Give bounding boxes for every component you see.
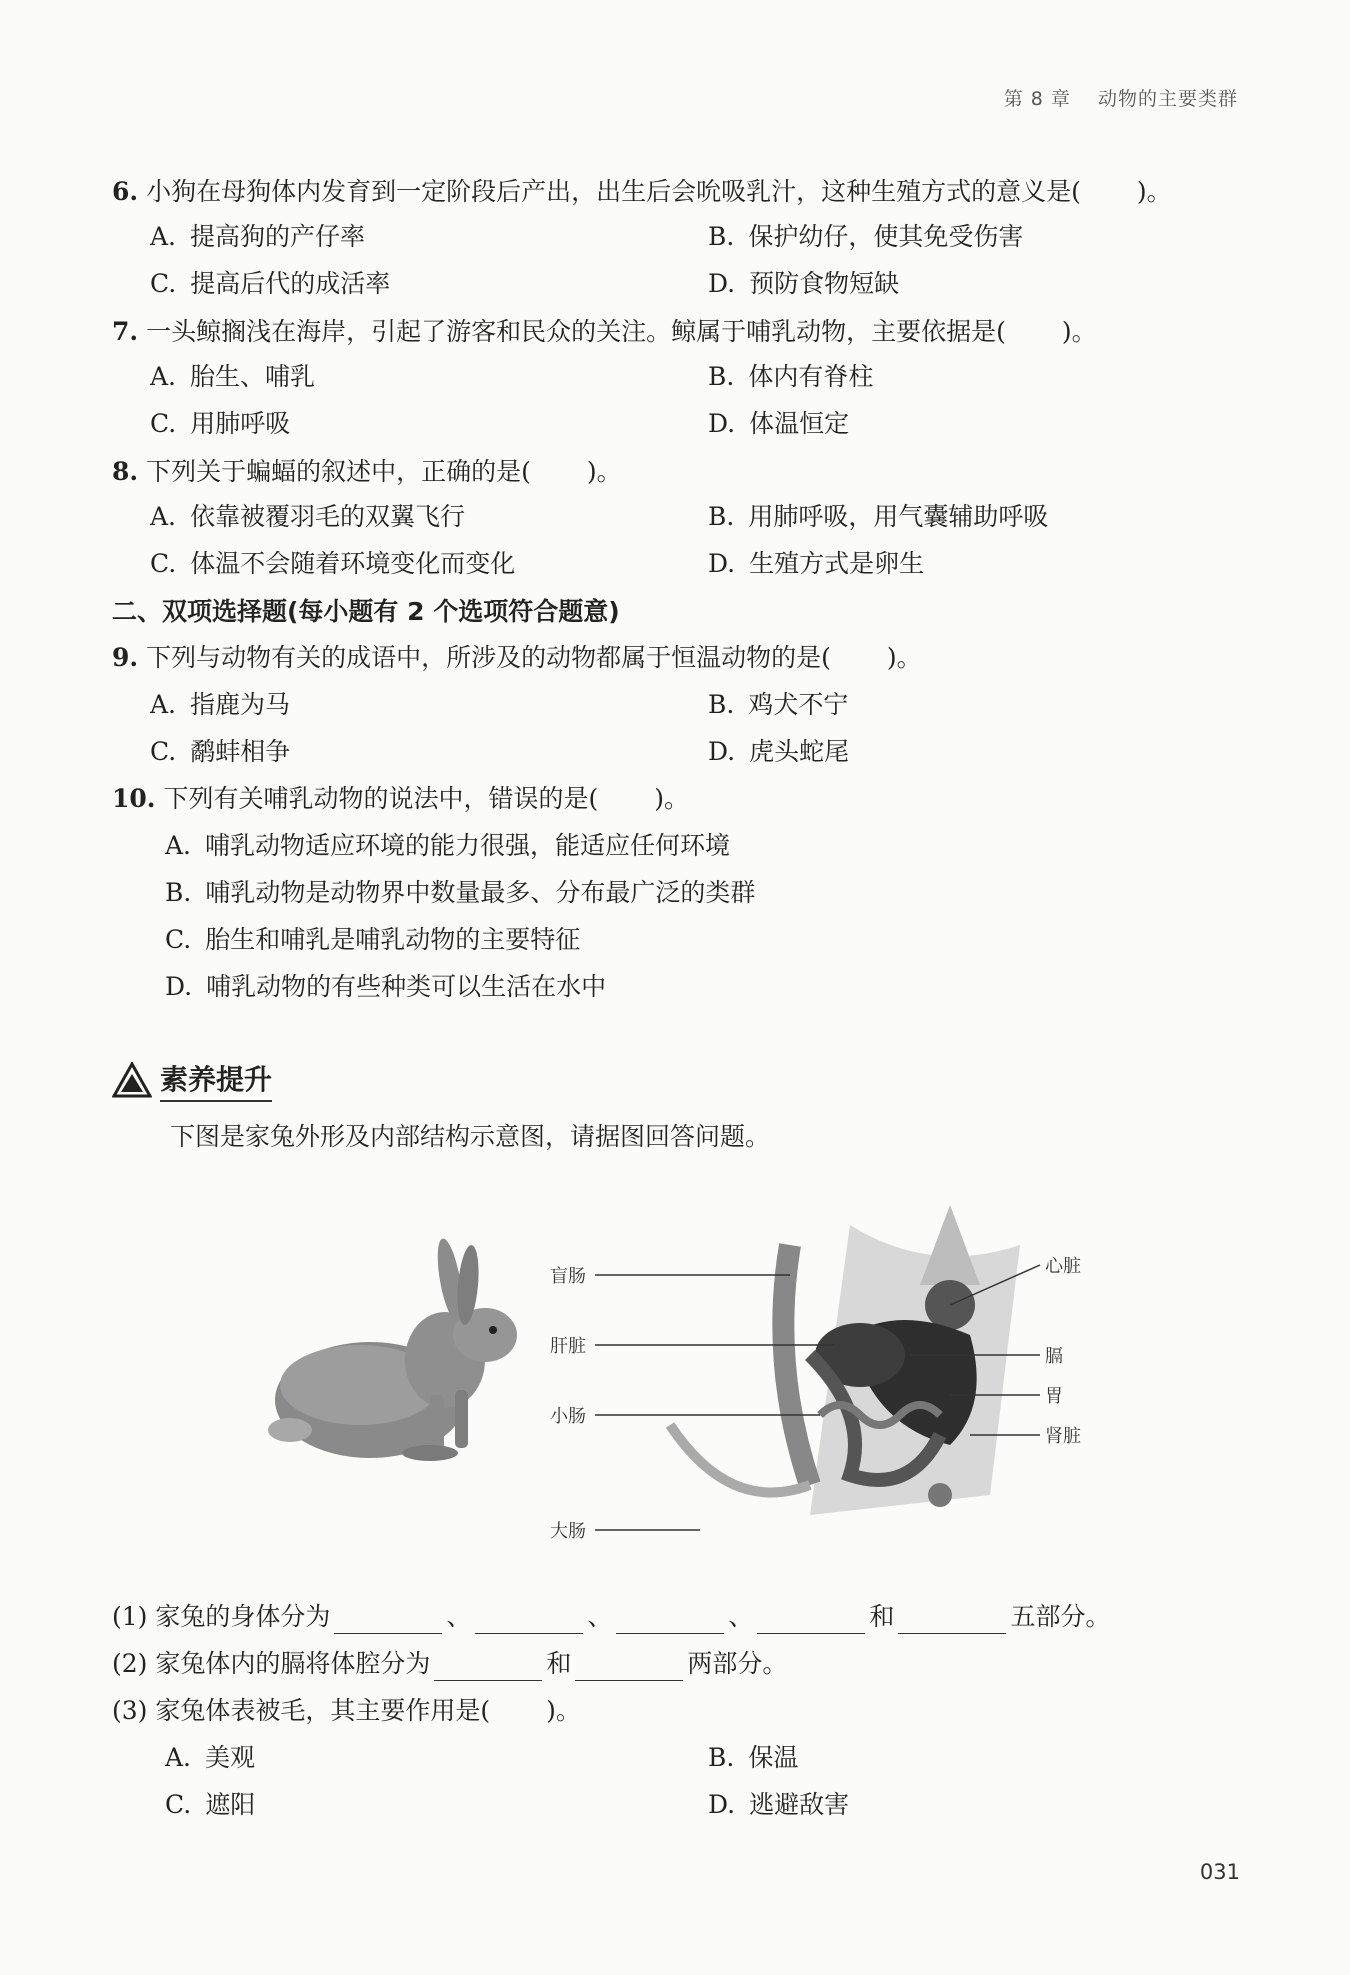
section-heading: 二、双项选择题(每小题有 2 个选项符合题意): [112, 597, 620, 626]
rabbit-figure: [250, 1185, 1130, 1565]
page-number: 031: [1199, 1860, 1240, 1884]
rabbit-anatomy: [670, 1205, 1020, 1515]
question-9: [112, 641, 922, 675]
running-header: [1004, 84, 1238, 111]
label-large-intestine: 大肠: [550, 1521, 586, 1542]
question-stem: 下列与动物有关的成语中，所涉及的动物都属于恒温动物的是(: [146, 643, 831, 672]
option-b: B. 哺乳动物是动物界中数量最多、分布最广泛的类群: [165, 878, 756, 907]
sub-question-1: (1) 家兔的身体分为 、 、 、 和 五部分。: [112, 1600, 1110, 1634]
answer-blank[interactable]: [334, 1607, 442, 1634]
sub-question-3: (3) 家兔体表被毛，其主要作用是( )。: [112, 1696, 581, 1725]
question-10: [112, 782, 689, 816]
answer-blank[interactable]: [616, 1607, 724, 1634]
option-d: D. 体温恒定: [708, 409, 850, 438]
label-diaphragm: 膈: [1045, 1346, 1063, 1367]
option-c: C. 鹬蚌相争: [150, 737, 291, 766]
option-c: C. 提高后代的成活率: [150, 269, 391, 298]
question-number: 8.: [112, 457, 139, 486]
label-liver: 肝脏: [550, 1336, 586, 1357]
question-6: [112, 175, 1172, 209]
option-a: A. 提高狗的产仔率: [150, 222, 366, 251]
question-number: 6.: [112, 177, 139, 206]
option-a: A. 胎生、哺乳: [150, 362, 316, 391]
rabbit-illustration: [268, 1237, 517, 1461]
option-a: A. 美观: [165, 1743, 256, 1772]
option-d: D. 预防食物短缺: [708, 269, 900, 298]
question-end: )。: [654, 784, 690, 813]
question-end: )。: [886, 643, 922, 672]
literacy-section-title: [112, 1058, 272, 1102]
label-stomach: 胃: [1045, 1386, 1063, 1407]
option-d: D. 生殖方式是卵生: [708, 549, 925, 578]
answer-blank[interactable]: [757, 1607, 865, 1634]
option-c: C. 胎生和哺乳是哺乳动物的主要特征: [165, 925, 581, 954]
question-number: 7.: [112, 317, 139, 346]
question-8: [112, 455, 622, 489]
label-small-intestine: 小肠: [550, 1406, 586, 1427]
option-d: D. 虎头蛇尾: [708, 737, 850, 766]
question-stem: 小狗在母狗体内发育到一定阶段后产出，出生后会吮吸乳汁，这种生殖方式的意义是(: [146, 177, 1081, 206]
option-b: B. 用肺呼吸，用气囊辅助呼吸: [708, 502, 1049, 531]
option-d: D. 逃避敌害: [708, 1790, 850, 1819]
sub-question-2: (2) 家兔体内的膈将体腔分为 和 两部分。: [112, 1647, 787, 1681]
option-b: B. 体内有脊柱: [708, 362, 874, 391]
answer-blank[interactable]: [898, 1607, 1006, 1634]
option-b: B. 保温: [708, 1743, 799, 1772]
label-cecum: 盲肠: [550, 1266, 586, 1287]
label-kidney: 肾脏: [1045, 1426, 1081, 1447]
question-end: )。: [1136, 177, 1172, 206]
option-c: C. 用肺呼吸: [150, 409, 291, 438]
option-a: A. 依靠被覆羽毛的双翼飞行: [150, 502, 466, 531]
question-end: )。: [1061, 317, 1097, 346]
answer-blank[interactable]: [434, 1654, 542, 1681]
question-stem: 下列关于蝙蝠的叙述中，正确的是(: [146, 457, 531, 486]
option-a: A. 指鹿为马: [150, 690, 291, 719]
question-stem: 一头鲸搁浅在海岸，引起了游客和民众的关注。鲸属于哺乳动物，主要依据是(: [146, 317, 1006, 346]
option-b: B. 保护幼仔，使其免受伤害: [708, 222, 1024, 251]
option-b: B. 鸡犬不宁: [708, 690, 849, 719]
question-number: 10.: [112, 784, 156, 813]
option-c: C. 体温不会随着环境变化而变化: [150, 549, 516, 578]
chapter-number: 第 8 章: [1003, 88, 1071, 110]
figure-intro: 下图是家兔外形及内部结构示意图，请据图回答问题。: [170, 1122, 771, 1151]
question-7: [112, 315, 1097, 349]
answer-blank[interactable]: [575, 1654, 683, 1681]
option-a: A. 哺乳动物适应环境的能力很强，能适应任何环境: [165, 831, 731, 860]
question-number: 9.: [112, 643, 139, 672]
option-c: C. 遮阳: [165, 1790, 256, 1819]
triangle-icon: [112, 1062, 152, 1098]
section-title-text: 素养提升: [160, 1058, 272, 1102]
chapter-title: 动物的主要类群: [1097, 88, 1238, 110]
option-d: D. 哺乳动物的有些种类可以生活在水中: [165, 972, 607, 1001]
answer-blank[interactable]: [475, 1607, 583, 1634]
label-heart: 心脏: [1045, 1256, 1081, 1277]
question-end: )。: [586, 457, 622, 486]
question-stem: 下列有关哺乳动物的说法中，错误的是(: [163, 784, 599, 813]
